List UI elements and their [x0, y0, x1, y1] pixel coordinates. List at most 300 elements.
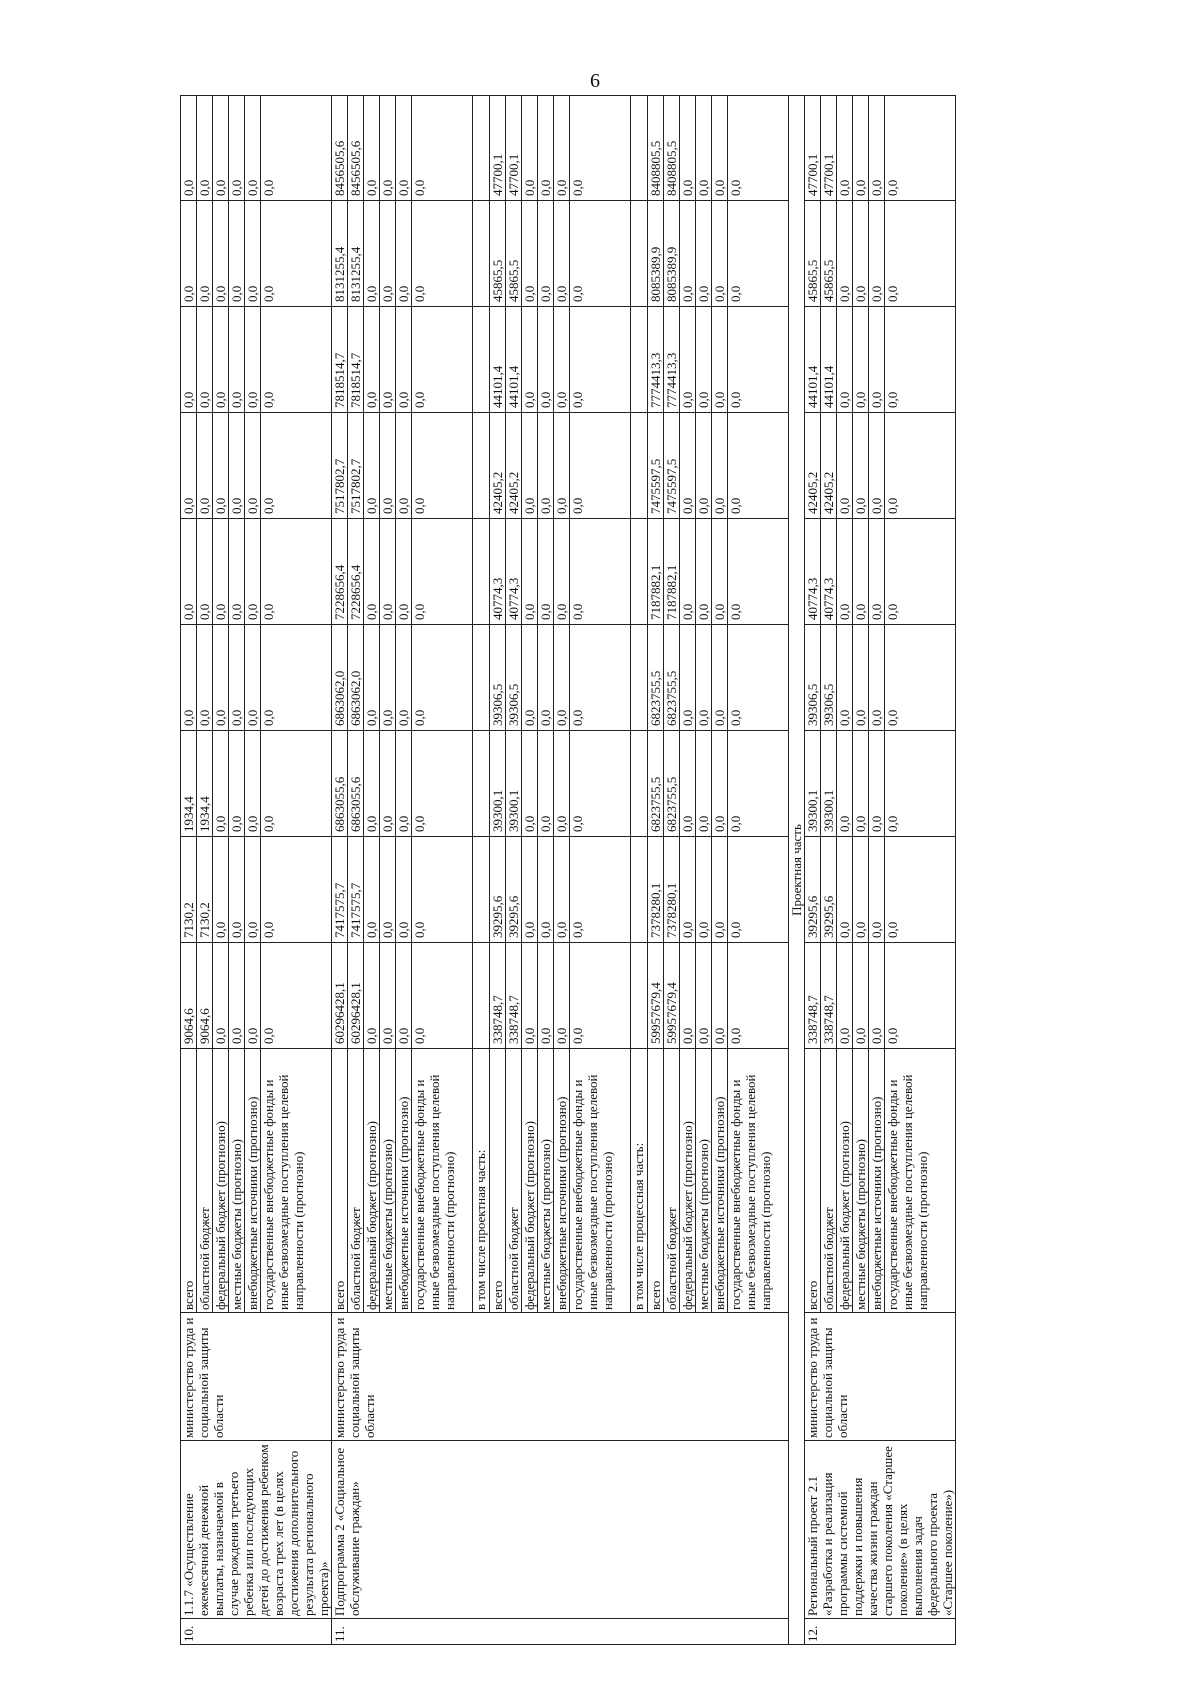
amount-value: 0,0	[229, 201, 245, 306]
amount-value: 0,0	[853, 307, 869, 412]
amount-value: 0,0	[261, 391, 276, 408]
amount-value: 0,0	[364, 625, 380, 730]
amount-value: 59957679,4	[664, 943, 680, 1048]
amount-value: 0,0	[261, 921, 276, 938]
funding-source: всего	[181, 1049, 197, 1312]
amount-value: 44101,4	[805, 307, 821, 412]
sources-cell	[332, 1049, 789, 1313]
amount-value: 0,0	[197, 625, 213, 730]
funding-source: областной бюджет	[197, 1049, 213, 1312]
amount-value: 39300,1	[821, 731, 837, 836]
value-column-cell	[805, 519, 956, 625]
amount-value: 0,0	[261, 1027, 276, 1044]
amount-value: 7818514,7	[332, 307, 348, 412]
amount-value	[473, 731, 490, 836]
funding-source: федеральный бюджет (прогнозно)	[522, 1049, 538, 1312]
amount-value: 0,0	[538, 413, 554, 518]
amount-value: 8456505,6	[332, 96, 348, 200]
funding-source: всего	[490, 1049, 506, 1312]
value-column-cell	[181, 731, 332, 837]
amount-value: 0,0	[522, 201, 538, 306]
amount-value: 338748,7	[805, 943, 821, 1048]
amount-value: 0,0	[837, 519, 853, 624]
amount-value: 40774,3	[821, 519, 837, 624]
amount-value	[473, 837, 490, 942]
table-row	[332, 96, 789, 1645]
amount-value: 0,0	[364, 731, 380, 836]
amount-value: 0,0	[245, 307, 261, 412]
amount-value: 45865,5	[821, 201, 837, 306]
value-column-cell	[332, 943, 789, 1049]
amount-value: 0,0	[522, 307, 538, 412]
program-name: Региональный проект 2.1 «Разработка и реализация программы системной поддержки и повышения качества жизни граждан старшего поколения «Старшее поколение» (в целях выполнения задач федерального проекта «Старшее поколение»)	[805, 1441, 956, 1619]
executor: министерство труда и социальной защиты области	[181, 1313, 332, 1441]
amount-value	[631, 625, 648, 730]
amount-value: 0,0	[245, 731, 261, 836]
amount-value: 39300,1	[490, 731, 506, 836]
amount-value: 0,0	[380, 201, 396, 306]
amount-value: 0,0	[837, 413, 853, 518]
amount-value	[631, 307, 648, 412]
value-column-cell	[805, 837, 956, 943]
value-column-cell	[332, 413, 789, 519]
amount-value: 6863062,0	[332, 625, 348, 730]
funding-source: областной бюджет	[506, 1049, 522, 1312]
amount-value: 7417575,7	[348, 837, 364, 942]
amount-value: 7187882,1	[664, 519, 680, 624]
amount-value: 0,0	[538, 307, 554, 412]
amount-value: 39295,6	[506, 837, 522, 942]
amount-value: 7187882,1	[648, 519, 664, 624]
amount-value: 0,0	[869, 307, 885, 412]
amount-value: 0,0	[213, 943, 229, 1048]
amount-value: 47700,1	[805, 96, 821, 200]
amount-value: 0,0	[364, 519, 380, 624]
amount-value: 0,0	[213, 307, 229, 412]
amount-value: 0,0	[696, 625, 712, 730]
amount-value: 39306,5	[821, 625, 837, 730]
amount-value: 0,0	[570, 307, 631, 412]
funding-source: государственные внебюджетные фонды и иные безвозмездные поступления целевой направленности (прогнозно)	[412, 1049, 473, 1312]
amount-value: 0,0	[885, 815, 900, 832]
amount-value: 0,0	[885, 497, 900, 514]
amount-value: 7475597,5	[648, 413, 664, 518]
amount-value: 45865,5	[490, 201, 506, 306]
amount-value: 40774,3	[805, 519, 821, 624]
amount-value: 0,0	[554, 307, 570, 412]
amount-value: 0,0	[181, 307, 197, 412]
funding-source: областной бюджет	[821, 1049, 837, 1312]
amount-value: 0,0	[522, 96, 538, 200]
amount-value: 0,0	[412, 413, 473, 518]
amount-value: 0,0	[412, 96, 473, 200]
amount-value: 0,0	[554, 943, 570, 1048]
amount-value: 0,0	[245, 96, 261, 200]
amount-value: 39295,6	[821, 837, 837, 942]
rotated-table-wrapper	[180, 100, 1190, 1645]
amount-value: 47700,1	[506, 96, 522, 200]
value-column-cell	[332, 625, 789, 731]
amount-value: 0,0	[570, 96, 631, 200]
amount-value: 0,0	[261, 497, 276, 514]
amount-value: 0,0	[229, 625, 245, 730]
amount-value: 39306,5	[805, 625, 821, 730]
amount-value: 0,0	[680, 519, 696, 624]
amount-value: 0,0	[837, 731, 853, 836]
funding-source: внебюджетные источники (прогнозно)	[554, 1049, 570, 1312]
amount-value: 0,0	[728, 603, 743, 620]
amount-value: 6863055,6	[332, 731, 348, 836]
amount-value: 0,0	[696, 943, 712, 1048]
section-band-label: Проектная часть	[789, 96, 805, 1645]
amount-value: 0,0	[728, 921, 743, 938]
amount-value: 0,0	[712, 413, 728, 518]
amount-value: 39295,6	[490, 837, 506, 942]
amount-value: 0,0	[412, 307, 473, 412]
amount-value: 0,0	[522, 519, 538, 624]
amount-value: 0,0	[853, 96, 869, 200]
amount-value: 39306,5	[490, 625, 506, 730]
amount-value: 0,0	[181, 413, 197, 518]
amount-value: 0,0	[853, 519, 869, 624]
amount-value: 0,0	[380, 943, 396, 1048]
value-column-cell	[181, 625, 332, 731]
value-column-cell	[332, 837, 789, 943]
amount-value: 0,0	[396, 519, 412, 624]
amount-value: 0,0	[538, 519, 554, 624]
amount-value: 0,0	[538, 96, 554, 200]
amount-value: 0,0	[554, 519, 570, 624]
funding-source: федеральный бюджет (прогнозно)	[680, 1049, 696, 1312]
amount-value: 42405,2	[490, 413, 506, 518]
amount-value: 0,0	[837, 943, 853, 1048]
amount-value: 0,0	[554, 731, 570, 836]
amount-value: 0,0	[869, 201, 885, 306]
amount-value: 0,0	[522, 731, 538, 836]
amount-value: 1934,4	[181, 731, 197, 836]
amount-value: 8131255,4	[348, 201, 364, 306]
amount-value: 0,0	[412, 625, 473, 730]
funding-source: всего	[332, 1049, 348, 1312]
amount-value: 0,0	[396, 731, 412, 836]
amount-value: 0,0	[680, 307, 696, 412]
amount-value: 0,0	[229, 307, 245, 412]
amount-value: 0,0	[554, 837, 570, 942]
value-column-cell	[181, 96, 332, 201]
value-column-cell	[805, 307, 956, 413]
amount-value: 0,0	[245, 201, 261, 306]
funding-source: местные бюджеты (прогнозно)	[380, 1049, 396, 1312]
amount-value: 0,0	[885, 1027, 900, 1044]
amount-value: 0,0	[853, 943, 869, 1048]
amount-value: 0,0	[570, 519, 631, 624]
amount-value: 0,0	[570, 201, 631, 306]
amount-value: 0,0	[712, 201, 728, 306]
amount-value: 7417575,7	[332, 837, 348, 942]
row-number: 10.	[181, 1619, 332, 1645]
value-column-cell	[332, 201, 789, 307]
amount-value: 0,0	[245, 625, 261, 730]
amount-value: 59957679,4	[648, 943, 664, 1048]
funding-source: всего	[805, 1049, 821, 1312]
row-number: 12.	[805, 1619, 956, 1645]
amount-value: 7475597,5	[664, 413, 680, 518]
amount-value: 0,0	[853, 625, 869, 730]
amount-value: 338748,7	[490, 943, 506, 1048]
value-column-cell	[181, 201, 332, 307]
amount-value: 0,0	[197, 519, 213, 624]
amount-value: 0,0	[538, 201, 554, 306]
amount-value: 0,0	[885, 921, 900, 938]
funding-source: федеральный бюджет (прогнозно)	[213, 1049, 229, 1312]
amount-value: 45865,5	[805, 201, 821, 306]
amount-value: 0,0	[837, 201, 853, 306]
value-column-cell	[181, 519, 332, 625]
amount-value: 0,0	[261, 179, 276, 196]
amount-value: 0,0	[261, 285, 276, 302]
amount-value: 0,0	[853, 201, 869, 306]
amount-value: 0,0	[869, 96, 885, 200]
amount-value: 6863055,6	[348, 731, 364, 836]
amount-value: 7517802,7	[332, 413, 348, 518]
amount-value: 0,0	[885, 391, 900, 408]
funding-source: федеральный бюджет (прогнозно)	[364, 1049, 380, 1312]
amount-value: 0,0	[837, 837, 853, 942]
amount-value: 7774413,3	[648, 307, 664, 412]
amount-value: 0,0	[680, 837, 696, 942]
amount-value: 0,0	[712, 307, 728, 412]
amount-value: 0,0	[380, 837, 396, 942]
amount-value: 0,0	[213, 837, 229, 942]
page-number: 6	[590, 70, 600, 92]
funding-source: областной бюджет	[664, 1049, 680, 1312]
row-number: 11.	[332, 1619, 789, 1645]
amount-value: 0,0	[213, 625, 229, 730]
amount-value: 6823755,5	[664, 731, 680, 836]
amount-value: 7130,2	[197, 837, 213, 942]
amount-value: 44101,4	[506, 307, 522, 412]
amount-value: 7774413,3	[664, 307, 680, 412]
funding-source: местные бюджеты (прогнозно)	[538, 1049, 554, 1312]
amount-value: 0,0	[696, 413, 712, 518]
amount-value: 0,0	[869, 837, 885, 942]
amount-value: 0,0	[885, 285, 900, 302]
amount-value: 0,0	[885, 179, 900, 196]
amount-value	[473, 413, 490, 518]
amount-value: 0,0	[380, 731, 396, 836]
amount-value: 0,0	[712, 943, 728, 1048]
amount-value: 0,0	[229, 943, 245, 1048]
amount-value	[631, 413, 648, 518]
funding-source: всего	[648, 1049, 664, 1312]
amount-value: 0,0	[380, 413, 396, 518]
funding-source: внебюджетные источники (прогнозно)	[712, 1049, 728, 1312]
amount-value	[631, 201, 648, 306]
funding-source: местные бюджеты (прогнозно)	[853, 1049, 869, 1312]
value-column-cell	[332, 307, 789, 413]
amount-value: 0,0	[885, 603, 900, 620]
amount-value: 0,0	[554, 201, 570, 306]
sources-cell	[805, 1049, 956, 1313]
value-column-cell	[181, 413, 332, 519]
amount-value: 0,0	[728, 709, 743, 726]
amount-value: 0,0	[570, 413, 631, 518]
amount-value: 0,0	[229, 519, 245, 624]
amount-value: 0,0	[837, 625, 853, 730]
amount-value: 0,0	[554, 96, 570, 200]
executor: министерство труда и социальной защиты области	[805, 1313, 956, 1441]
funding-table	[180, 95, 956, 1645]
amount-value: 45865,5	[506, 201, 522, 306]
amount-value: 44101,4	[821, 307, 837, 412]
amount-value: 0,0	[380, 96, 396, 200]
value-column-cell	[805, 943, 956, 1049]
amount-value: 44101,4	[490, 307, 506, 412]
amount-value: 0,0	[570, 625, 631, 730]
amount-value: 0,0	[554, 413, 570, 518]
amount-value: 8408805,5	[664, 96, 680, 200]
amount-value: 0,0	[680, 413, 696, 518]
amount-value: 0,0	[680, 731, 696, 836]
amount-value: 42405,2	[506, 413, 522, 518]
funding-source: внебюджетные источники (прогнозно)	[396, 1049, 412, 1312]
amount-value: 0,0	[522, 625, 538, 730]
amount-value: 0,0	[396, 943, 412, 1048]
amount-value: 7130,2	[181, 837, 197, 942]
amount-value: 338748,7	[506, 943, 522, 1048]
amount-value: 0,0	[412, 731, 473, 836]
amount-value: 0,0	[396, 625, 412, 730]
amount-value: 0,0	[885, 709, 900, 726]
funding-source: государственные внебюджетные фонды и иные безвозмездные поступления целевой направленности (прогнозно)	[570, 1049, 631, 1312]
amount-value: 7818514,7	[348, 307, 364, 412]
amount-value	[631, 943, 648, 1048]
amount-value: 0,0	[197, 201, 213, 306]
amount-value: 0,0	[197, 96, 213, 200]
amount-value: 0,0	[213, 731, 229, 836]
amount-value: 0,0	[181, 201, 197, 306]
amount-value: 0,0	[181, 519, 197, 624]
amount-value: 0,0	[245, 837, 261, 942]
amount-value: 39306,5	[506, 625, 522, 730]
amount-value: 0,0	[728, 497, 743, 514]
value-column-cell	[805, 413, 956, 519]
amount-value: 0,0	[712, 96, 728, 200]
amount-value: 6823755,5	[648, 625, 664, 730]
amount-value: 0,0	[696, 837, 712, 942]
amount-value: 0,0	[396, 96, 412, 200]
amount-value: 0,0	[213, 413, 229, 518]
amount-value: 0,0	[680, 943, 696, 1048]
amount-value: 0,0	[261, 603, 276, 620]
amount-value: 0,0	[522, 413, 538, 518]
amount-value: 0,0	[728, 1027, 743, 1044]
amount-value: 40774,3	[506, 519, 522, 624]
funding-source: государственные внебюджетные фонды и иные безвозмездные поступления целевой направленности (прогнозно)	[261, 1074, 306, 1310]
amount-value: 0,0	[728, 815, 743, 832]
amount-value: 0,0	[853, 413, 869, 518]
funding-source: внебюджетные источники (прогнозно)	[869, 1049, 885, 1312]
amount-value	[473, 201, 490, 306]
table-row	[181, 96, 332, 1645]
amount-value: 0,0	[213, 519, 229, 624]
program-name: Подпрограмма 2 «Социальное обслуживание граждан»	[332, 1441, 789, 1619]
amount-value: 0,0	[229, 413, 245, 518]
amount-value: 6823755,5	[648, 731, 664, 836]
amount-value: 0,0	[538, 943, 554, 1048]
amount-value: 1934,4	[197, 731, 213, 836]
amount-value: 40774,3	[490, 519, 506, 624]
amount-value: 39295,6	[805, 837, 821, 942]
amount-value: 0,0	[245, 943, 261, 1048]
amount-value: 42405,2	[821, 413, 837, 518]
amount-value: 0,0	[538, 837, 554, 942]
amount-value: 0,0	[712, 731, 728, 836]
funding-source: областной бюджет	[348, 1049, 364, 1312]
amount-value: 0,0	[181, 625, 197, 730]
amount-value: 0,0	[380, 519, 396, 624]
amount-value: 0,0	[728, 391, 743, 408]
amount-value: 0,0	[364, 307, 380, 412]
amount-value: 0,0	[869, 943, 885, 1048]
amount-value: 0,0	[181, 96, 197, 200]
funding-source: местные бюджеты (прогнозно)	[229, 1049, 245, 1312]
amount-value: 0,0	[570, 943, 631, 1048]
amount-value	[631, 519, 648, 624]
amount-value	[631, 731, 648, 836]
amount-value: 0,0	[364, 837, 380, 942]
amount-value	[473, 625, 490, 730]
table-row	[805, 96, 956, 1645]
value-column-cell	[332, 731, 789, 837]
amount-value: 0,0	[213, 201, 229, 306]
amount-value	[473, 519, 490, 624]
funding-source: государственные внебюджетные фонды и иные безвозмездные поступления целевой направленности (прогнозно)	[728, 1074, 773, 1310]
amount-value: 0,0	[853, 731, 869, 836]
value-column-cell	[805, 731, 956, 837]
amount-value: 0,0	[412, 201, 473, 306]
amount-value: 0,0	[380, 625, 396, 730]
amount-value: 0,0	[213, 96, 229, 200]
value-column-cell	[332, 96, 789, 201]
amount-value: 0,0	[696, 201, 712, 306]
amount-value: 8456505,6	[348, 96, 364, 200]
amount-value	[473, 307, 490, 412]
funding-source: местные бюджеты (прогнозно)	[696, 1049, 712, 1312]
sources-cell	[181, 1049, 332, 1313]
amount-value: 0,0	[412, 943, 473, 1048]
amount-value: 0,0	[570, 837, 631, 942]
amount-value: 0,0	[197, 307, 213, 412]
amount-value: 7228656,4	[332, 519, 348, 624]
funding-source: государственные внебюджетные фонды и иные безвозмездные поступления целевой направленности (прогнозно)	[885, 1074, 930, 1310]
amount-value	[473, 96, 490, 200]
amount-value: 0,0	[396, 201, 412, 306]
program-name: 1.1.7 «Осуществление ежемесячной денежной выплаты, назначаемой в случае рождения третьего ребенка или последующих детей до достижения ребенком возраста трех лет (в целях достижения дополнительного результата регионального проекта)»	[181, 1441, 332, 1619]
amount-value: 0,0	[229, 837, 245, 942]
amount-value: 8085389,9	[648, 201, 664, 306]
amount-value: 0,0	[728, 179, 743, 196]
amount-value: 0,0	[261, 709, 276, 726]
amount-value: 0,0	[837, 307, 853, 412]
amount-value: 0,0	[869, 731, 885, 836]
amount-value: 9064,6	[197, 943, 213, 1048]
amount-value: 47700,1	[490, 96, 506, 200]
value-column-cell	[181, 837, 332, 943]
value-column-cell	[332, 519, 789, 625]
amount-value: 0,0	[696, 731, 712, 836]
amount-value: 0,0	[696, 96, 712, 200]
